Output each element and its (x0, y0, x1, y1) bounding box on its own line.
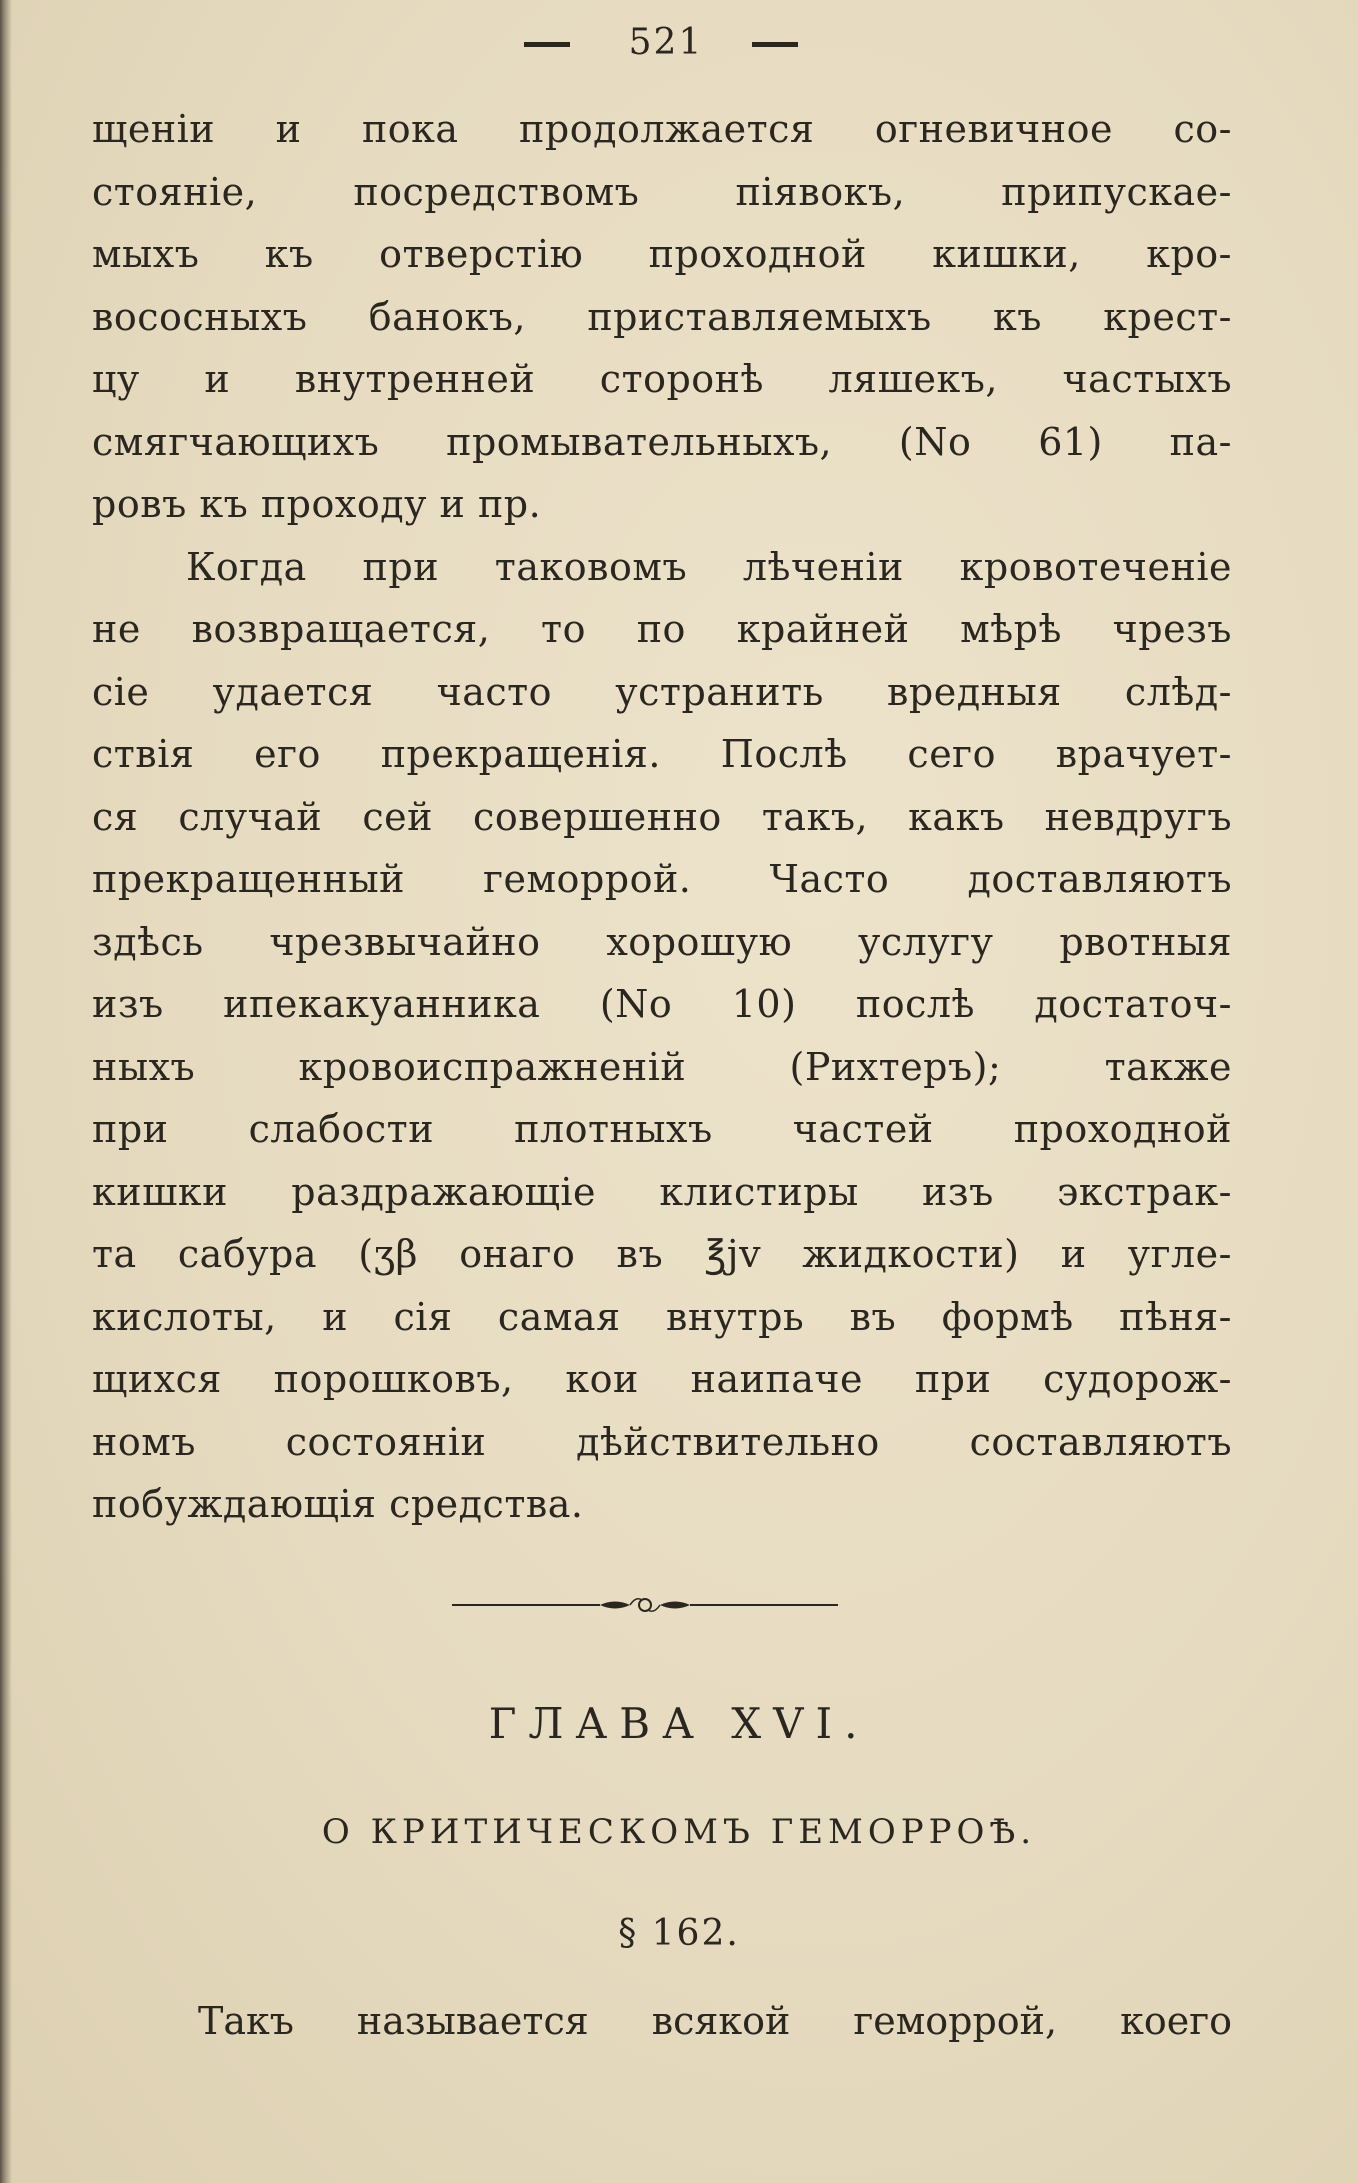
header-dash-right (752, 42, 798, 47)
text-line: мыхъ къ отверстiю проходной кишки, кро- (92, 232, 1232, 276)
page-header (0, 18, 1358, 68)
section-number: § 162. (618, 1913, 740, 1954)
text-line: Когда при таковомъ лѣченiи кровотеченiе (186, 544, 1232, 589)
section-divider-ornament (450, 1590, 840, 1620)
text-line: кишки раздражающiе клистиры изъ экстрак- (92, 1169, 1232, 1214)
text-line: побуждающiя средства. (92, 1482, 584, 1526)
paragraph-2 (92, 536, 1232, 1536)
text-line: кислоты, и сiя самая внутрь въ формѣ пѣня- (92, 1294, 1232, 1339)
chapter-title: ГЛАВА XVI. (488, 1699, 870, 1748)
chapter-subtitle: О КРИТИЧЕСКОМЪ ГЕМОРРОѢ. (321, 1812, 1037, 1852)
text-line: не возвращается, то по крайней мѣрѣ чрезъ (92, 607, 1232, 651)
text-line: при слабости плотныхъ частей проходной (92, 1107, 1232, 1151)
text-line: номъ состоянiи дѣйствительно составляютъ (92, 1419, 1232, 1464)
header-dash-left (524, 42, 570, 47)
page-number: 521 (628, 22, 704, 63)
text-line: ныхъ кровоиспражненiй (Рихтеръ); также (92, 1044, 1232, 1089)
text-line: щихся порошковъ, кои наипаче при судорож- (92, 1357, 1232, 1401)
text-line: щенiи и пока продолжается огневичное со- (92, 107, 1232, 151)
text-line: Такъ называется всякой геморрой, коего (198, 1999, 1232, 2043)
text-line: стоянiе, посредствомъ пiявокъ, припускае- (92, 169, 1232, 214)
text-line: здѣсь чрезвычайно хорошую услугу рвотныя (92, 919, 1232, 964)
text-line: та сабура (ʒβ онаго въ ℥jv жидкости) и угле- (92, 1232, 1232, 1276)
text-line: смягчающихъ промывательныхъ, (No 61) па- (92, 419, 1232, 464)
text-line: вососныхъ банокъ, приставляемыхъ къ крест- (92, 294, 1232, 339)
text-line: ся случай сей совершенно такъ, какъ невдругъ (92, 794, 1232, 839)
text-line: цу и внутренней сторонѣ ляшекъ, частыхъ (92, 357, 1232, 401)
text-line: ствiя его прекращенiя. Послѣ сего врачует- (92, 732, 1232, 776)
body-text (92, 98, 1232, 1536)
text-line: изъ ипекакуанника (No 10) послѣ достаточ- (92, 982, 1232, 1026)
text-line: прекращенный геморрой. Часто доставляютъ (92, 857, 1232, 901)
text-line: ровъ къ проходу и пр. (92, 482, 542, 526)
text-line: сiе удается часто устранить вредныя слѣд- (92, 669, 1232, 714)
ornament-icon (450, 1590, 840, 1620)
paragraph-1 (92, 98, 1232, 536)
